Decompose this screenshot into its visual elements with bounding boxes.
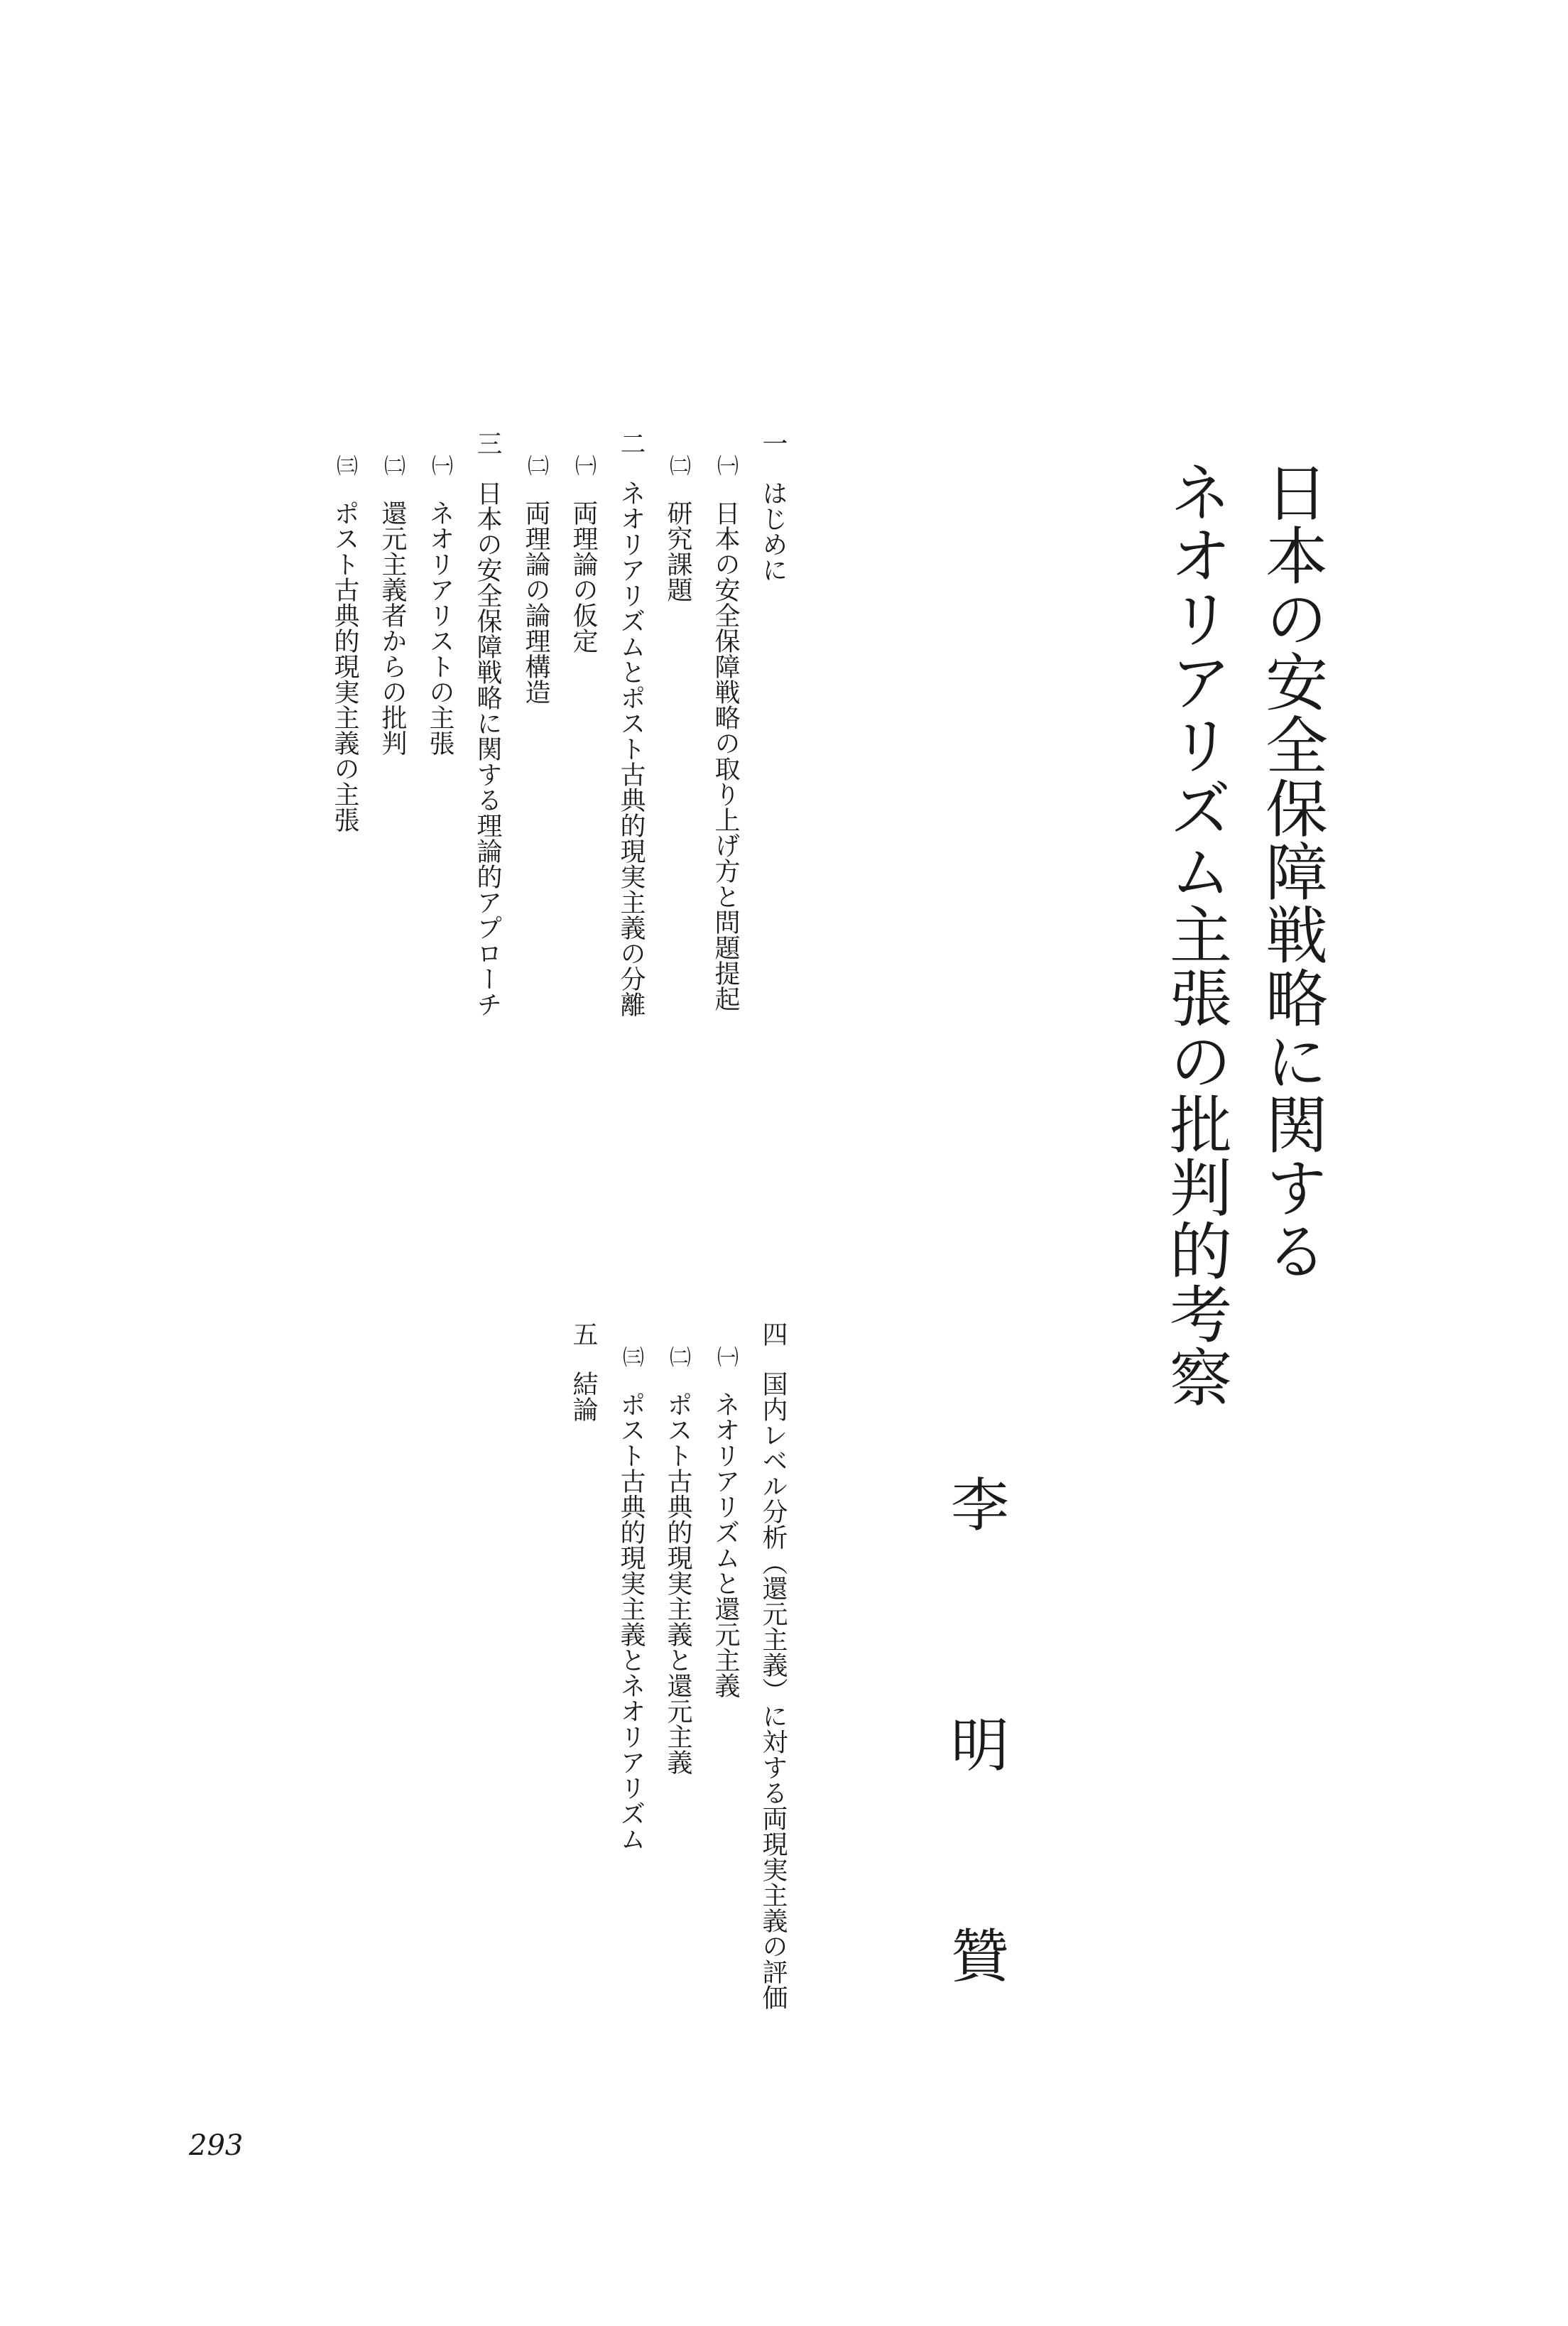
toc-num: 二: [616, 430, 646, 456]
toc-num: 一: [758, 430, 788, 456]
toc-num: ㈡: [380, 455, 405, 476]
toc-num: 三: [473, 430, 502, 456]
toc-text: 両理論の論理構造: [521, 500, 550, 705]
toc-text: はじめに: [758, 480, 788, 582]
toc-num: 四: [758, 1321, 788, 1347]
toc-section-1: [758, 430, 788, 582]
toc-num: ㈠: [713, 1346, 738, 1367]
toc-text: ポスト古典的現実主義とネオリアリズム: [616, 1391, 646, 1852]
author-char-2: 明: [951, 1712, 1010, 1780]
toc-section-2: [616, 430, 646, 1017]
toc-subsection-2-1: [570, 455, 596, 653]
toc-text: 日本の安全保障戦略の取り上げ方と問題提起: [711, 500, 740, 1011]
title-line-2: ネオリアリズム主張の批判的考察: [1160, 460, 1233, 1408]
toc-text: 日本の安全保障戦略に関する理論的アプローチ: [473, 480, 502, 1017]
author-char-1: 李: [951, 1472, 1010, 1540]
toc-text: ネオリアリズムと還元主義: [711, 1391, 740, 1698]
toc-subsection-1-1: [712, 455, 738, 1011]
toc-text: 結論: [569, 1371, 598, 1422]
toc-subsection-4-3: [616, 1346, 646, 1852]
toc-subsection-3-2: [379, 455, 405, 756]
toc-num: ㈡: [523, 455, 548, 476]
toc-section-3: [474, 430, 500, 1017]
author-char-3: 贊: [951, 1923, 1010, 1991]
toc-text: ネオリアリズムとポスト古典的現実主義の分離: [616, 480, 646, 1017]
toc-subsection-3-1: [427, 455, 452, 756]
toc-section-4: [758, 1321, 788, 2010]
toc-subsection-2-2: [523, 455, 548, 705]
toc-section-5: [570, 1321, 596, 1422]
toc-subsection-3-3: [332, 455, 357, 832]
toc-subsection-1-2: [665, 455, 690, 602]
toc-num: 五: [569, 1321, 598, 1347]
toc-num: ㈠: [428, 455, 452, 476]
toc-text: 両理論の仮定: [569, 500, 598, 653]
toc-num: ㈠: [571, 455, 596, 476]
toc-num: ㈢: [332, 455, 357, 476]
title-line-1: 日本の安全保障戦略に関する: [1256, 460, 1329, 1282]
toc-num: ㈠: [713, 455, 738, 476]
toc-num: ㈢: [619, 1346, 643, 1367]
toc-num: ㈡: [665, 455, 690, 476]
toc-text: ポスト古典的現実主義の主張: [330, 500, 359, 832]
toc-text: ポスト古典的現実主義と還元主義: [663, 1391, 692, 1775]
toc-num: ㈡: [665, 1346, 690, 1367]
toc-text: 還元主義者からの批判: [378, 500, 407, 756]
toc-text: 研究課題: [663, 500, 692, 602]
toc-text: ネオリアリストの主張: [425, 500, 454, 756]
toc-text: 国内レベル分析（還元主義）に対する両現実主義の評価: [758, 1371, 788, 2010]
page-number: 293: [189, 2129, 244, 2162]
toc-subsection-4-1: [712, 1346, 738, 1698]
toc-subsection-4-2: [665, 1346, 690, 1775]
